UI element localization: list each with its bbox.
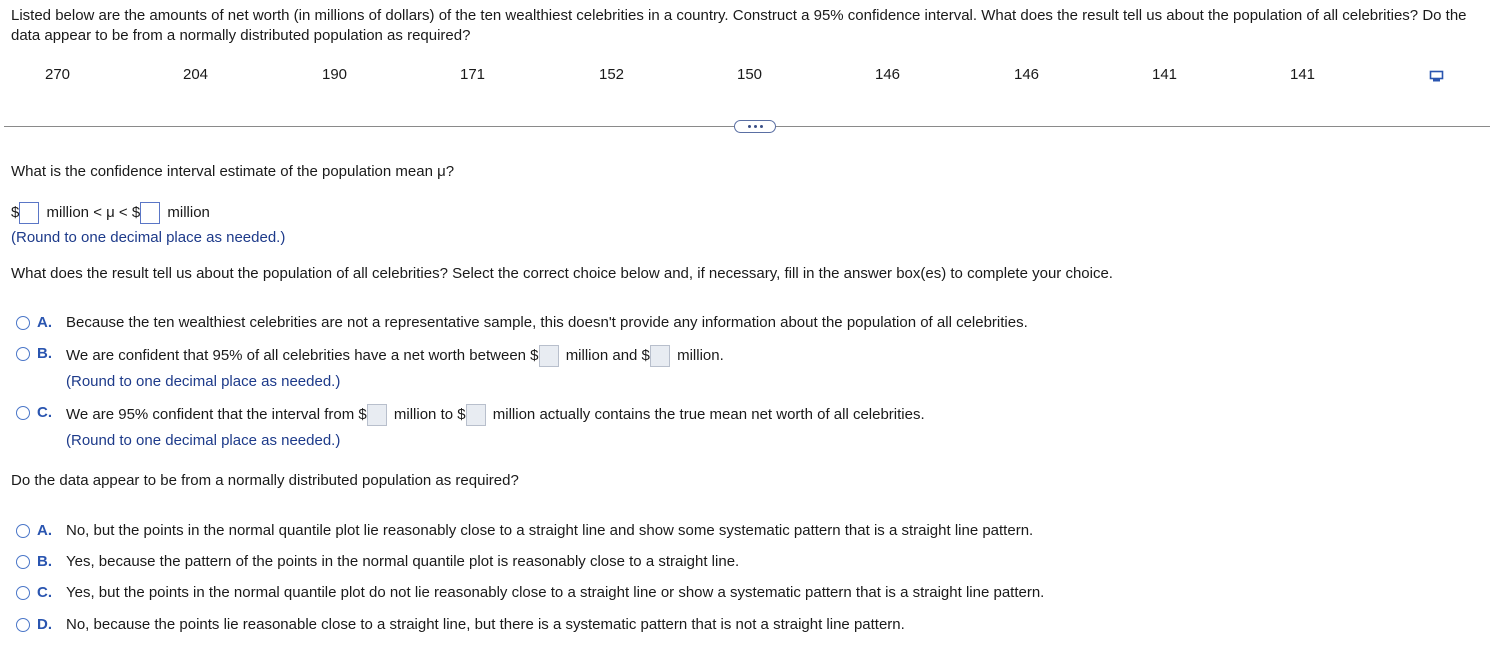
option-hint: (Round to one decimal place as needed.)	[66, 373, 341, 390]
option-text: million.	[677, 347, 724, 364]
dollar-sign: $	[11, 204, 20, 221]
option-letter: C.	[37, 584, 52, 601]
data-value: 270	[45, 66, 71, 83]
option-text: We are confident that 95% of all celebrities have a net worth between $	[66, 347, 539, 364]
option-hint: (Round to one decimal place as needed.)	[66, 432, 341, 449]
option-text: million and $	[565, 347, 650, 364]
q3-prompt: Do the data appear to be from a normally distributed population as required?	[11, 472, 519, 489]
radio-button[interactable]	[16, 316, 30, 330]
option-text: No, but the points in the normal quantile plot lie reasonably close to a straight line and show some systematic pattern that is a straight line pattern.	[66, 522, 1034, 539]
data-value: 171	[460, 66, 486, 83]
question-intro: Listed below are the amounts of net worth (in millions of dollars) of the ten wealthiest celebrities in a country. Construct a 95% confidence interval. What does the result tell us about the population of all celebrities? Do the data appear to be from a normally distributed population as required?	[11, 7, 1467, 44]
q1-end-text: million	[167, 204, 210, 221]
q1-answer-row	[11, 201, 210, 225]
radio-button[interactable]	[16, 618, 30, 632]
radio-button[interactable]	[16, 524, 30, 538]
answer-box[interactable]	[650, 345, 670, 367]
upper-bound-input[interactable]	[140, 202, 160, 224]
radio-button[interactable]	[16, 406, 30, 420]
option-letter: A.	[37, 522, 52, 539]
q2-prompt: What does the result tell us about the population of all celebrities? Select the correct choice below and, if necessary, fill in the answer box(es) to complete your choice.	[11, 265, 1113, 282]
option-letter: B.	[37, 345, 52, 362]
option-text: Yes, but the points in the normal quantile plot do not lie reasonably close to a straight line or show a systematic pattern that is a straight line pattern.	[66, 584, 1045, 601]
data-value: 141	[1152, 66, 1178, 83]
option-text: million actually contains the true mean net worth of all celebrities.	[492, 406, 925, 423]
option-letter: A.	[37, 314, 52, 331]
radio-button[interactable]	[16, 347, 30, 361]
option-text: We are 95% confident that the interval from $	[66, 406, 367, 423]
data-value: 141	[1290, 66, 1316, 83]
option-letter: B.	[37, 553, 52, 570]
answer-box[interactable]	[539, 345, 559, 367]
more-options-icon[interactable]	[734, 120, 776, 133]
data-value: 150	[737, 66, 763, 83]
data-value: 190	[322, 66, 348, 83]
answer-box[interactable]	[466, 404, 486, 426]
copy-icon[interactable]	[1429, 68, 1445, 84]
option-letter: D.	[37, 616, 52, 633]
radio-button[interactable]	[16, 555, 30, 569]
option-text: No, because the points lie reasonable close to a straight line, but there is a systematic pattern that is not a straight line pattern.	[66, 616, 905, 633]
option-text: Because the ten wealthiest celebrities are not a representative sample, this doesn't provide any information about the population of all celebrities.	[66, 314, 1028, 331]
answer-box[interactable]	[367, 404, 387, 426]
option-text: million to $	[393, 406, 466, 423]
data-value: 146	[1014, 66, 1040, 83]
data-value: 204	[183, 66, 209, 83]
q1-prompt: What is the confidence interval estimate of the population mean μ?	[11, 163, 455, 180]
q1-hint: (Round to one decimal place as needed.)	[11, 229, 286, 246]
option-letter: C.	[37, 404, 52, 421]
data-value: 152	[599, 66, 625, 83]
lower-bound-input[interactable]	[19, 202, 39, 224]
radio-button[interactable]	[16, 586, 30, 600]
data-value: 146	[875, 66, 901, 83]
option-text: Yes, because the pattern of the points in the normal quantile plot is reasonably close to a straight line.	[66, 553, 740, 570]
q1-mid-text: million < μ < $	[46, 204, 141, 221]
